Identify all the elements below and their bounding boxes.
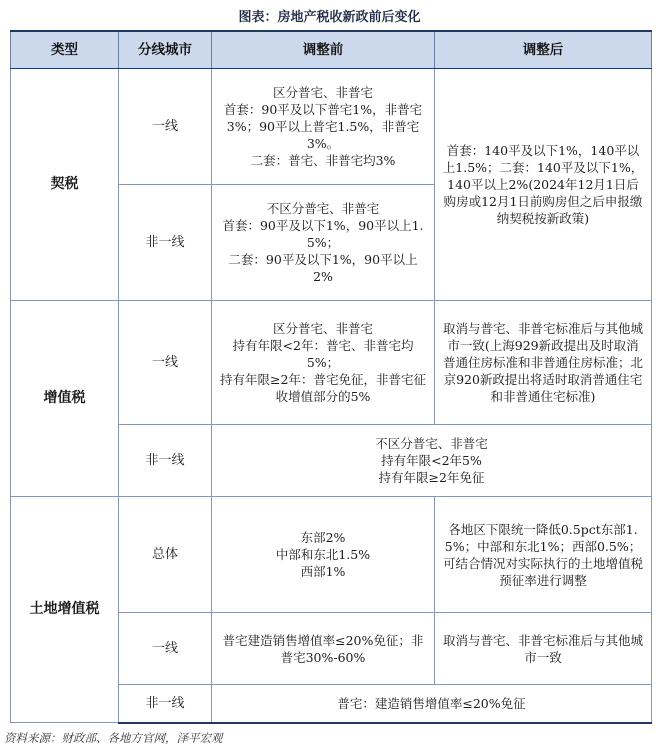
cell-line: 二套：普宅、非普宅均3% [250,153,396,168]
type-deed-tax: 契税 [11,69,119,301]
type-vat: 增值税 [11,301,119,497]
tax-change-table [10,30,652,724]
land-vat-overall-before [212,497,435,613]
cell-line: 不区分普宅、非普宅 [375,436,488,451]
cell-line: 不区分普宅、非普宅 [266,201,380,216]
cell-line: 区分普宅、非普宅 [272,321,373,336]
vat-tier1-before [212,301,435,425]
table-row [11,69,652,185]
cell-line: 持有年限<2年：普宅、非普宅均5%； [232,338,414,370]
header-after: 调整后 [435,31,652,69]
cell-line: 持有年限≥2年免征 [378,470,485,485]
cell-line: 中部和东北1.5% [275,547,371,562]
cell-line: 首套：90平及以下普宅1%，非普宅3%；90平以上普宅1.5%，非普宅3%。 [223,102,423,151]
cell-line: 首套：90平及以下1%，90平以上1.5%； [222,218,424,250]
header-row [11,31,652,69]
deed-tax-tier1-before [212,69,435,185]
deed-tax-non-tier1-before [212,185,435,301]
city-non-tier1: 非一线 [119,185,212,301]
land-vat-non-tier1-merged: 普宅：建造销售增值率≤20%免征 [212,685,652,723]
source-note: 资料来源：财政部、各地方官网，泽平宏观 [4,731,223,745]
cell-line: 东部2% [300,530,346,545]
cell-line: 持有年限≥2年：普宅免征，非普宅征收增值部分的5% [220,372,426,404]
land-vat-tier1-after: 取消与普宅、非普宅标准后与其他城市一致 [435,613,652,685]
vat-tier1-after: 取消与普宅、非普宅标准后与其他城市一致(上海929新政提出及时取消普通住房标准和非普通住房标准；北京920新政提出将适时取消普通住宅和非普通住宅标准) [435,301,652,425]
table-row [11,497,652,613]
city-non-tier1: 非一线 [119,425,212,497]
header-type: 类型 [11,31,119,69]
deed-tax-after: 首套：140平及以下1%，140平以上1.5%；二套：140平及以下1%，140平以上2%(2024年12月1日后购房或12月1日前购房但之后申报缴纳契税按新政策) [435,69,652,301]
type-land-vat: 土地增值税 [11,497,119,723]
cell-line: 持有年限<2年5% [381,453,482,468]
city-tier1: 一线 [119,69,212,185]
city-non-tier1: 非一线 [119,685,212,723]
city-tier1: 一线 [119,613,212,685]
land-vat-overall-after: 各地区下限统一降低0.5pct东部1.5%；中部和东北1%；西部0.5%；可结合情况对实际执行的土地增值税预征率进行调整 [435,497,652,613]
header-city-tier: 分线城市 [119,31,212,69]
city-overall: 总体 [119,497,212,613]
cell-line: 区分普宅、非普宅 [272,85,373,100]
cell-line: 二套：90平及以下1%，90平以上2% [228,252,418,284]
vat-non-tier1-merged [212,425,652,497]
table-row [11,301,652,425]
city-tier1: 一线 [119,301,212,425]
table-title: 图表：房地产税收新政前后变化 [238,10,421,25]
cell-line: 西部1% [300,564,346,579]
header-before: 调整前 [212,31,435,69]
land-vat-tier1-before: 普宅建造销售增值率≤20%免征；非普宅30%-60% [212,613,435,685]
